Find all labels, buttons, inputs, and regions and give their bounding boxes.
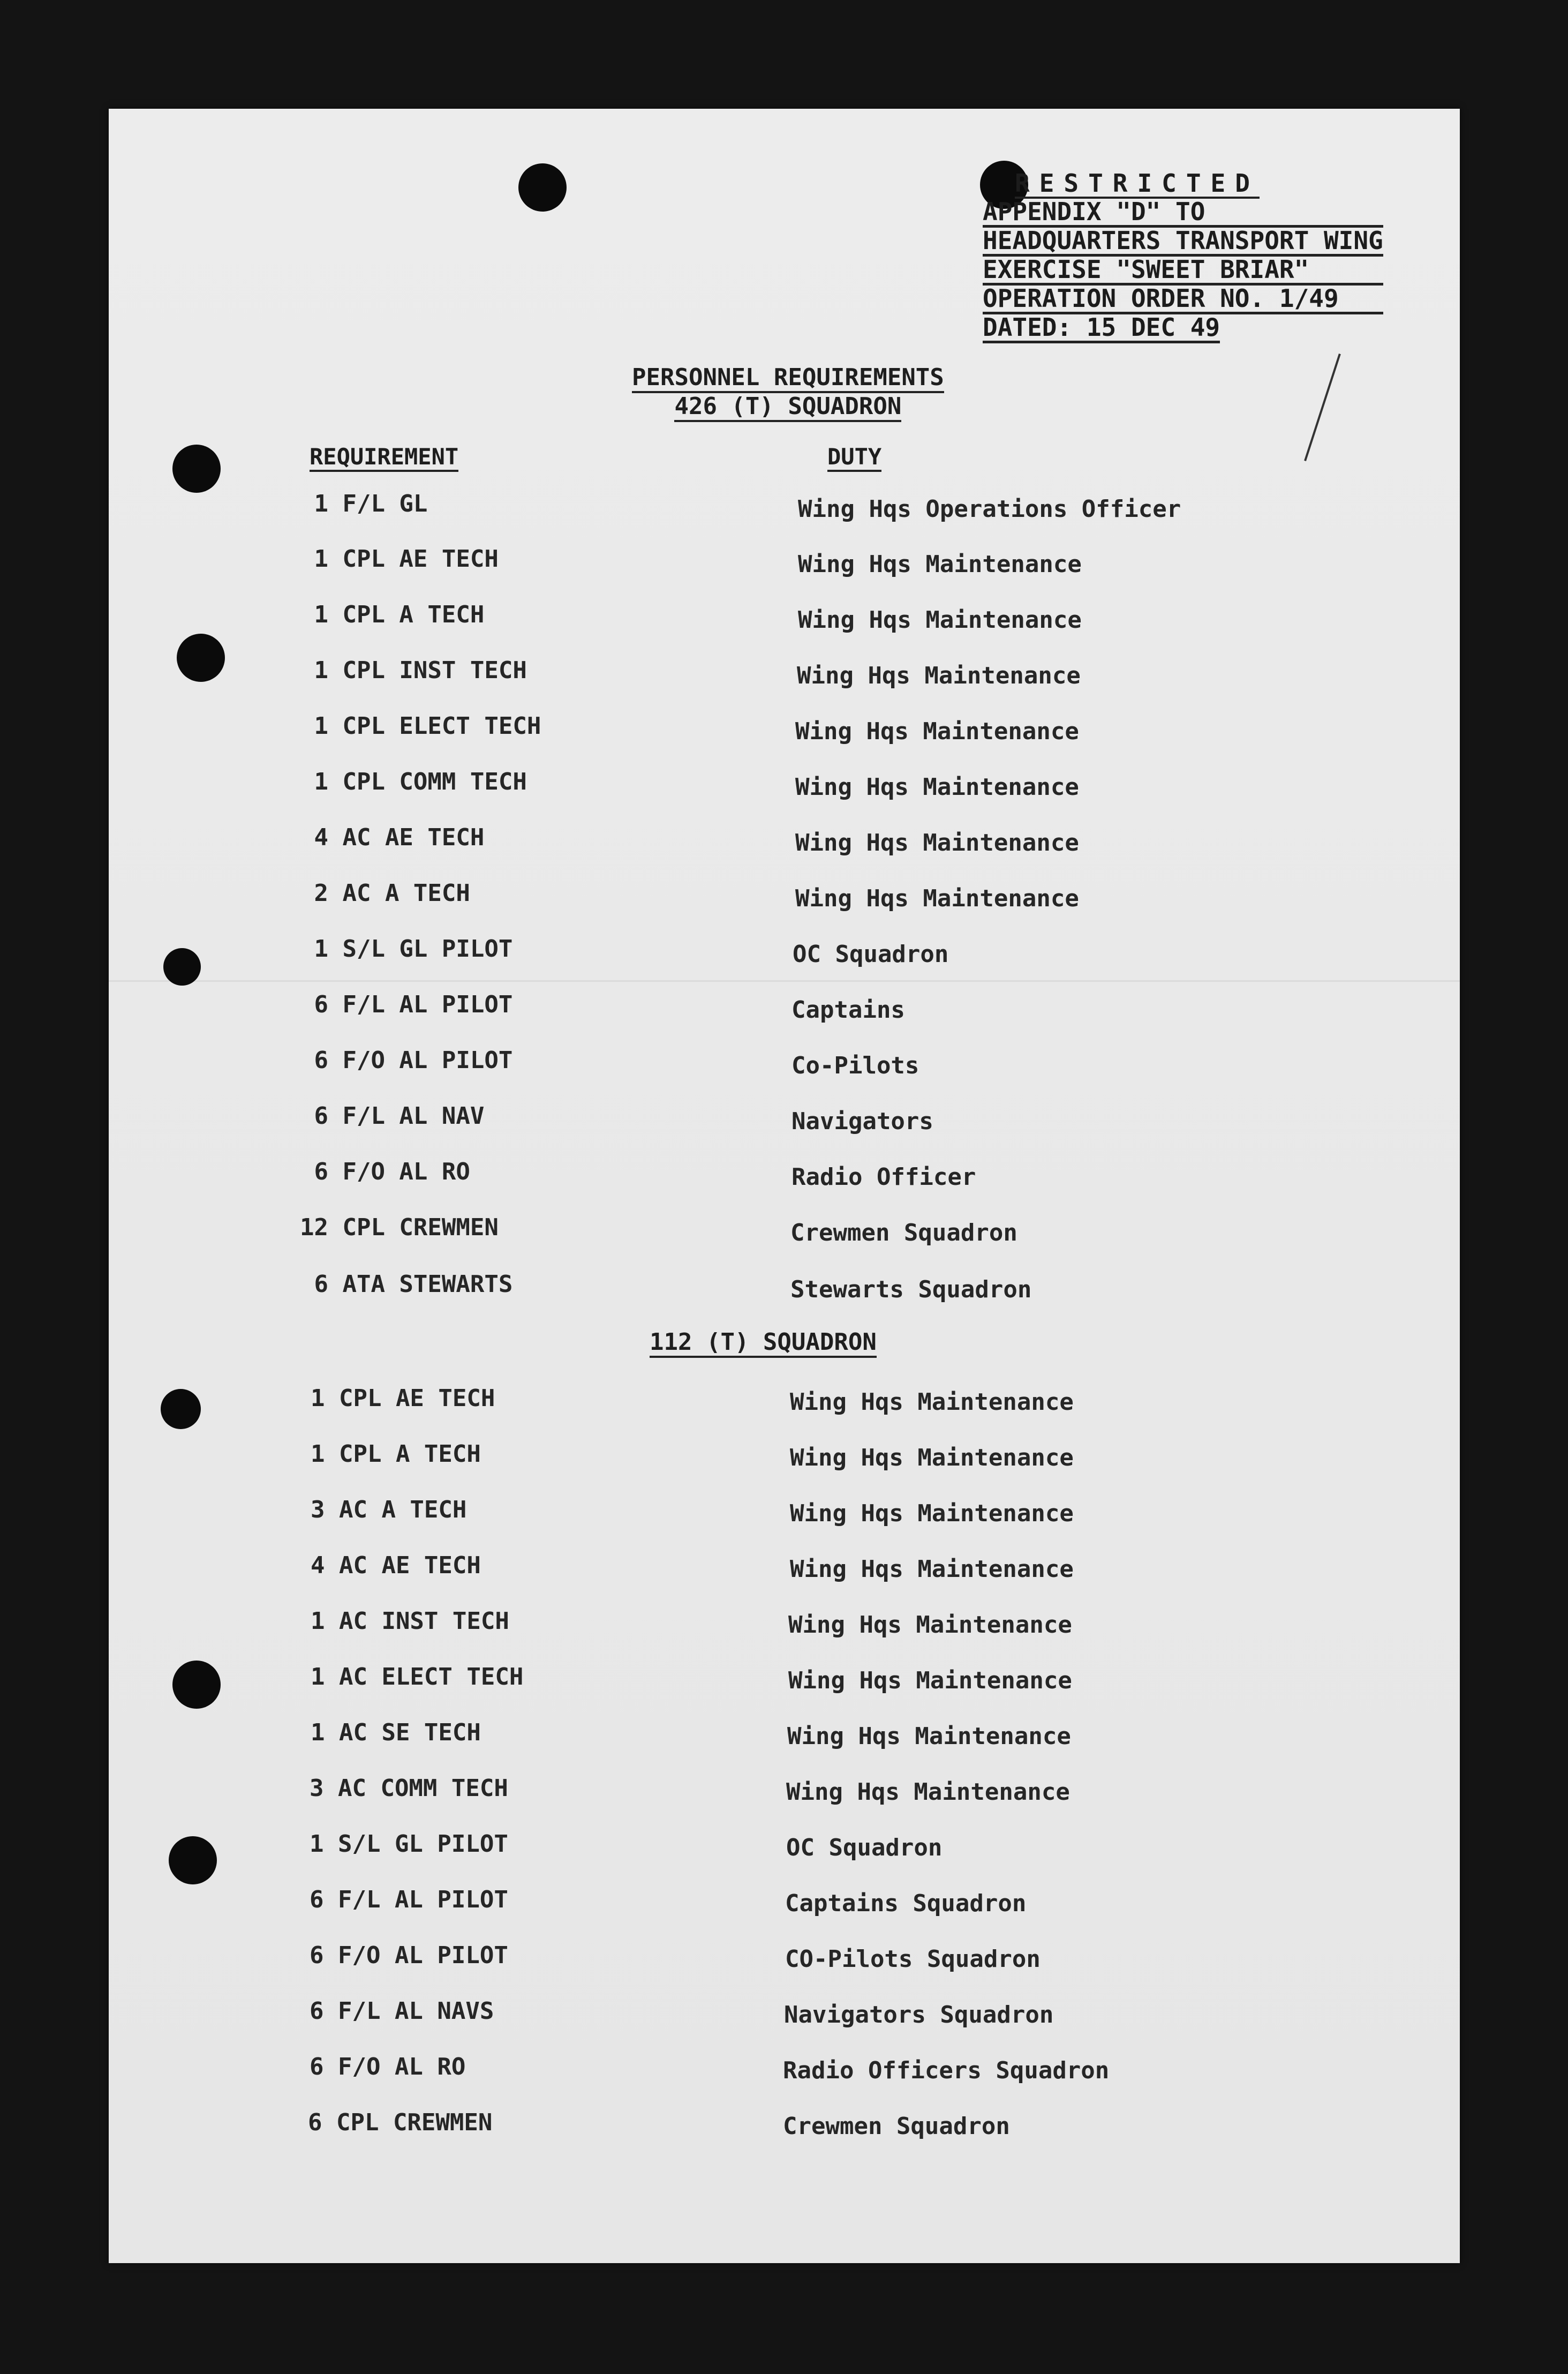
duty-cell: Wing Hqs Maintenance [797, 662, 1081, 689]
duty-cell: Wing Hqs Maintenance [790, 1556, 1074, 1583]
duty-cell: Radio Officers Squadron [783, 2057, 1110, 2084]
punch-hole [172, 445, 221, 493]
punch-hole [163, 948, 201, 986]
document-page [109, 109, 1460, 2263]
duty-cell: Navigators [791, 1108, 933, 1135]
duty-cell: Wing Hqs Maintenance [790, 1388, 1074, 1416]
duty-cell: Wing Hqs Maintenance [798, 606, 1082, 634]
punch-hole [172, 1661, 221, 1709]
duty-cell: Crewmen Squadron [790, 1219, 1017, 1246]
requirement-cell: 6 CPL CREWMEN [308, 2109, 493, 2136]
duty-cell: Radio Officer [791, 1163, 976, 1191]
duty-cell: Wing Hqs Maintenance [788, 1667, 1072, 1694]
requirement-cell: 1 S/L GL PILOT [300, 935, 513, 963]
duty-cell: Navigators Squadron [784, 2001, 1054, 2029]
duty-cell: CO-Pilots Squadron [785, 1945, 1041, 1973]
requirement-cell: 1 CPL COMM TECH [300, 768, 527, 795]
requirement-cell: 3 AC COMM TECH [310, 1775, 508, 1802]
duty-cell: OC Squadron [786, 1834, 943, 1861]
requirement-cell: 6 F/L AL NAVS [310, 1997, 494, 2025]
requirement-cell: 1 S/L GL PILOT [310, 1830, 508, 1858]
duty-cell: Wing Hqs Maintenance [795, 718, 1079, 745]
duty-cell: Stewarts Squadron [790, 1276, 1032, 1303]
classification-marking: RESTRICTED [1015, 169, 1260, 198]
duty-cell: Wing Hqs Maintenance [790, 1444, 1074, 1471]
punch-hole [169, 1836, 217, 1884]
requirement-cell: 3 AC A TECH [311, 1496, 467, 1523]
requirement-cell: 1 CPL AE TECH [300, 545, 499, 573]
header-line: DATED: 15 DEC 49 [983, 314, 1220, 343]
requirement-cell: 1 AC SE TECH [311, 1719, 481, 1746]
requirement-cell: 1 CPL A TECH [300, 601, 485, 628]
requirement-cell: 6 F/O AL PILOT [300, 1047, 513, 1074]
duty-cell: Wing Hqs Maintenance [787, 1723, 1071, 1750]
duty-cell: Wing Hqs Maintenance [795, 773, 1079, 801]
requirement-cell: 12 CPL CREWMEN [300, 1214, 499, 1241]
requirement-cell: 6 ATA STEWARTS [300, 1271, 513, 1298]
duty-cell: Wing Hqs Maintenance [795, 885, 1079, 912]
requirement-cell: 1 AC ELECT TECH [311, 1663, 524, 1691]
duty-cell: Captains [791, 996, 905, 1024]
requirement-cell: 6 F/O AL PILOT [310, 1942, 508, 1969]
requirement-cell: 1 AC INST TECH [311, 1607, 509, 1635]
duty-cell: Captains Squadron [785, 1890, 1027, 1917]
duty-cell: Wing Hqs Maintenance [798, 551, 1082, 578]
column-header-duty: DUTY [827, 444, 881, 472]
requirement-cell: 2 AC A TECH [300, 880, 470, 907]
requirement-cell: 4 AC AE TECH [311, 1552, 481, 1579]
requirement-cell: 6 F/L AL NAV [300, 1102, 485, 1130]
paper-fold-line [109, 980, 1460, 982]
requirement-cell: 1 CPL A TECH [311, 1440, 481, 1468]
title-line: PERSONNEL REQUIREMENTS [632, 364, 944, 393]
requirement-cell: 6 F/O AL RO [310, 2053, 466, 2080]
requirement-cell: 6 F/O AL RO [300, 1158, 470, 1185]
requirement-cell: 1 CPL AE TECH [311, 1385, 495, 1412]
page-title [632, 364, 944, 422]
duty-cell: Wing Hqs Operations Officer [798, 495, 1181, 523]
header-line: EXERCISE "SWEET BRIAR" [983, 257, 1383, 286]
column-header-requirement: REQUIREMENT [310, 444, 458, 472]
duty-cell: Wing Hqs Maintenance [788, 1611, 1072, 1639]
title-squadron: 426 (T) SQUADRON [674, 393, 901, 422]
duty-cell: Wing Hqs Maintenance [786, 1778, 1070, 1806]
requirement-cell: 6 F/L AL PILOT [310, 1886, 508, 1913]
duty-cell: Crewmen Squadron [783, 2113, 1010, 2140]
duty-cell: Wing Hqs Maintenance [790, 1500, 1074, 1527]
punch-hole [518, 163, 567, 212]
header-line: OPERATION ORDER NO. 1/49 [983, 286, 1383, 314]
requirement-cell: 1 F/L GL [300, 490, 428, 517]
requirement-cell: 6 F/L AL PILOT [300, 991, 513, 1018]
header-line: APPENDIX "D" TO [983, 199, 1383, 228]
section-title-112-squadron: 112 (T) SQUADRON [650, 1328, 877, 1358]
requirement-cell: 1 CPL ELECT TECH [300, 712, 541, 740]
punch-hole [161, 1389, 201, 1429]
duty-cell: OC Squadron [793, 941, 949, 968]
duty-cell: Co-Pilots [791, 1052, 919, 1079]
duty-cell: Wing Hqs Maintenance [795, 829, 1079, 857]
header-line: HEADQUARTERS TRANSPORT WING [983, 228, 1383, 257]
requirement-cell: 4 AC AE TECH [300, 824, 485, 851]
header-block [983, 170, 1383, 343]
punch-hole [177, 634, 225, 682]
requirement-cell: 1 CPL INST TECH [300, 657, 527, 684]
